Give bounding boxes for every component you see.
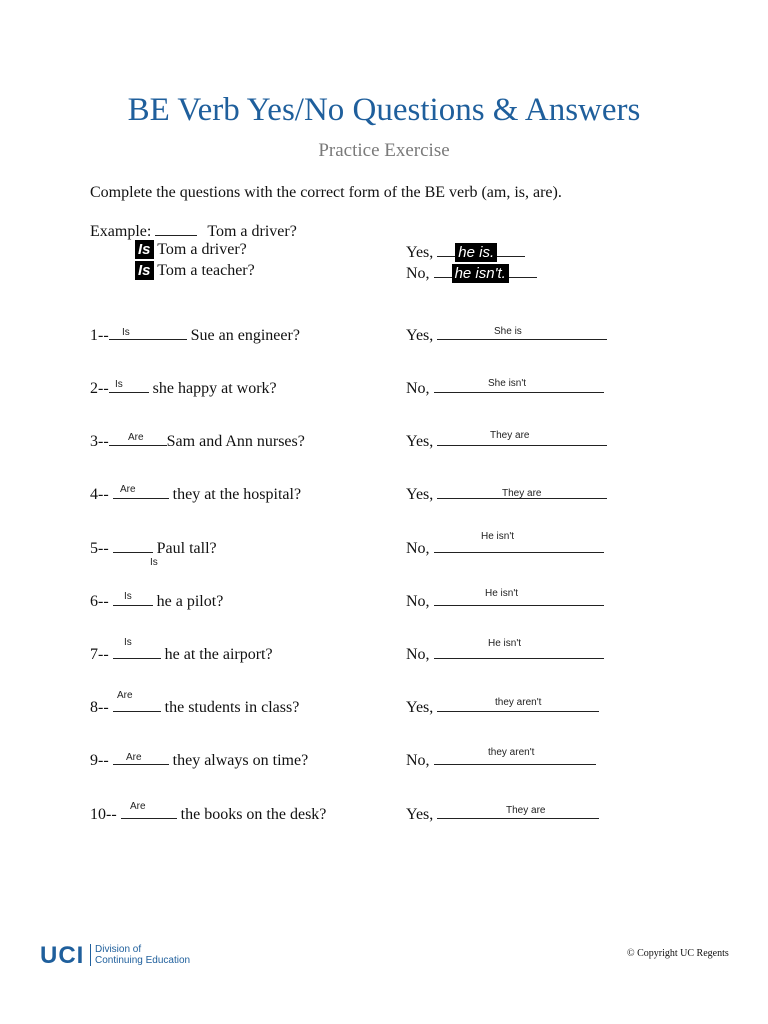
handwritten-answer: Is xyxy=(115,379,123,390)
exercise-item-5-question xyxy=(90,537,217,558)
example-reply-prefix-1: Yes, xyxy=(406,244,434,261)
question-text: Sam and Ann nurses? xyxy=(166,433,305,450)
question-text: they always on time? xyxy=(172,752,309,769)
handwritten-answer: Are xyxy=(126,752,142,763)
answer-blank[interactable] xyxy=(113,643,161,659)
question-text: the students in class? xyxy=(164,699,300,716)
handwritten-reply: they aren't xyxy=(495,697,542,708)
reply-blank[interactable] xyxy=(437,324,607,340)
example-question-1: Tom a driver? xyxy=(157,241,247,258)
handwritten-answer: Is xyxy=(150,557,158,568)
question-text: he a pilot? xyxy=(156,593,224,610)
question-text: Sue an engineer? xyxy=(190,327,300,344)
page-subtitle: Practice Exercise xyxy=(318,140,450,161)
item-number: 4-- xyxy=(90,486,109,503)
question-text: they at the hospital? xyxy=(172,486,302,503)
example-answer-2: Is xyxy=(135,261,154,280)
exercise-item-10-question xyxy=(90,803,326,824)
question-text: Paul tall? xyxy=(156,540,217,557)
handwritten-reply: He isn't xyxy=(488,638,522,649)
handwritten-reply: They are xyxy=(502,488,542,499)
handwritten-reply: They are xyxy=(490,430,530,441)
handwritten-reply: He isn't xyxy=(485,588,519,599)
exercise-item-9-question xyxy=(90,749,308,770)
answer-blank[interactable] xyxy=(113,537,153,553)
copyright: © Copyright UC Regents xyxy=(627,948,729,959)
handwritten-answer: Is xyxy=(124,637,132,648)
handwritten-answer: Are xyxy=(120,484,136,495)
item-number: 7-- xyxy=(90,646,109,663)
item-number: 8-- xyxy=(90,699,109,716)
division-line-2: Continuing Education xyxy=(95,955,191,966)
item-number: 2-- xyxy=(90,380,109,397)
item-number: 9-- xyxy=(90,752,109,769)
blank xyxy=(437,241,455,257)
question-text: she happy at work? xyxy=(152,380,277,397)
example-reply-answer-2: he isn't. xyxy=(452,264,509,283)
example-question: Tom a driver? xyxy=(207,223,297,240)
handwritten-answer: Are xyxy=(130,801,146,812)
reply-prefix: No, xyxy=(406,752,430,769)
exercise-item-6-question xyxy=(90,590,223,611)
logo-divider xyxy=(90,944,91,966)
item-number: 5-- xyxy=(90,540,109,557)
handwritten-answer: Is xyxy=(124,591,132,602)
reply-prefix: No, xyxy=(406,540,430,557)
reply-prefix: Yes, xyxy=(406,699,434,716)
example-line-1 xyxy=(135,241,247,259)
blank xyxy=(509,262,537,278)
exercise-item-10-reply xyxy=(406,803,599,824)
example-reply-answer-1: he is. xyxy=(455,243,497,262)
handwritten-answer: Are xyxy=(117,690,133,701)
example-question-2: Tom a teacher? xyxy=(157,262,255,279)
instructions: Complete the questions with the correct form of the BE verb (am, is, are). xyxy=(90,184,562,201)
handwritten-answer: Are xyxy=(128,432,144,443)
question-text: the books on the desk? xyxy=(180,806,327,823)
handwritten-reply: He isn't xyxy=(481,531,515,542)
blank xyxy=(497,241,525,257)
uci-logo: UCI xyxy=(40,942,85,969)
blank xyxy=(434,262,452,278)
handwritten-reply: they aren't xyxy=(488,747,535,758)
question-text: he at the airport? xyxy=(164,646,273,663)
reply-prefix: No, xyxy=(406,380,430,397)
item-number: 3-- xyxy=(90,433,109,450)
handwritten-reply: She is xyxy=(494,326,522,337)
exercise-item-3-question xyxy=(90,430,305,451)
reply-prefix: No, xyxy=(406,646,430,663)
example-answer-1: Is xyxy=(135,240,154,259)
handwritten-reply: She isn't xyxy=(488,378,527,389)
page-title: BE Verb Yes/No Questions & Answers xyxy=(127,92,641,128)
example-line-2 xyxy=(135,262,255,280)
reply-prefix: No, xyxy=(406,593,430,610)
reply-blank[interactable] xyxy=(434,590,604,606)
reply-prefix: Yes, xyxy=(406,806,434,823)
reply-prefix: Yes, xyxy=(406,433,434,450)
example-prompt xyxy=(90,220,297,241)
example-blank xyxy=(155,220,197,236)
item-number: 1-- xyxy=(90,327,109,344)
reply-prefix: Yes, xyxy=(406,327,434,344)
item-number: 10-- xyxy=(90,806,117,823)
handwritten-answer: Is xyxy=(122,327,130,338)
item-number: 6-- xyxy=(90,593,109,610)
example-label: Example: xyxy=(90,223,152,240)
example-reply-2 xyxy=(406,262,537,283)
example-reply-prefix-2: No, xyxy=(406,265,430,282)
exercise-item-7-question xyxy=(90,643,273,664)
answer-blank[interactable] xyxy=(109,324,187,340)
reply-prefix: Yes, xyxy=(406,486,434,503)
division-line-1: Division of xyxy=(95,944,142,955)
answer-blank[interactable] xyxy=(113,590,153,606)
reply-blank[interactable] xyxy=(434,537,604,553)
handwritten-reply: They are xyxy=(506,805,546,816)
division-name xyxy=(95,944,190,966)
example-reply-1 xyxy=(406,241,525,262)
